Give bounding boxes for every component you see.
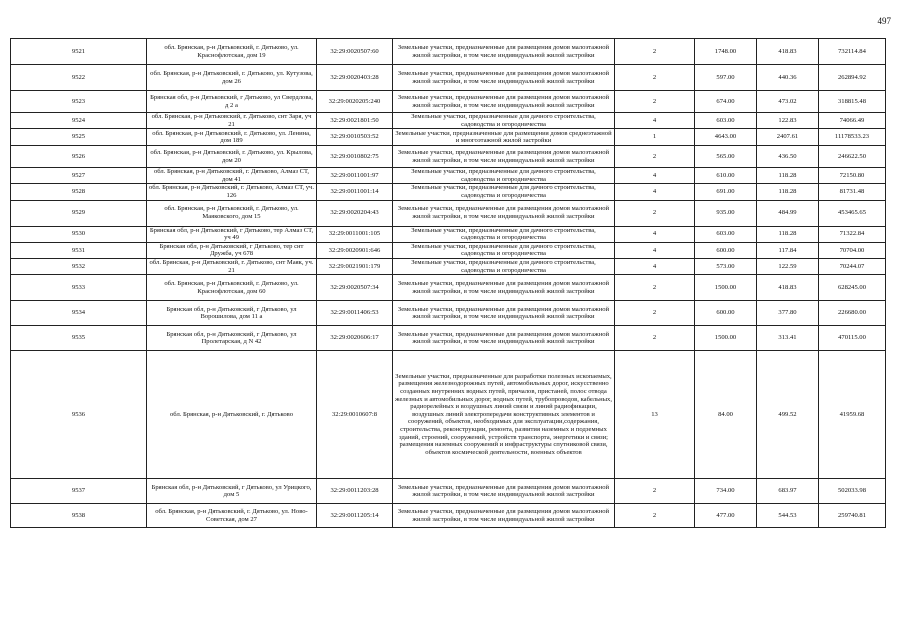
cadastral-number-cell: 32:29:0011205:14 bbox=[317, 504, 393, 528]
specific-value-cell: 118.28 bbox=[757, 226, 819, 242]
specific-value-cell: 544.53 bbox=[757, 504, 819, 528]
address-cell: Брянская обл, р-н Дятьковский, г Дятьково, тер снт Дружба, уч 678 bbox=[147, 242, 317, 258]
area-cell: 477.00 bbox=[695, 504, 757, 528]
group-code-cell: 4 bbox=[615, 226, 695, 242]
address-cell: Брянская обл, р-н Дятьковский, г Дятьково, ул Ворошилова, дом 11 а bbox=[147, 301, 317, 326]
table-row bbox=[11, 504, 886, 528]
table-row bbox=[11, 242, 886, 258]
specific-value-cell: 2407.61 bbox=[757, 129, 819, 146]
specific-value-cell: 418.83 bbox=[757, 39, 819, 65]
group-code-cell: 2 bbox=[615, 146, 695, 168]
address-cell: Брянская обл, р-н Дятьковский, г Дятьково, тер Алмаз СТ, уч 49 bbox=[147, 226, 317, 242]
address-cell: Брянская обл, р-н Дятьковский, г Дятьково, ул Свердлова, д 2 а bbox=[147, 91, 317, 113]
cadastral-number-cell: 32:29:0011001:97 bbox=[317, 168, 393, 184]
cadastral-number-cell: 32:29:0010802:75 bbox=[317, 146, 393, 168]
specific-value-cell: 499.52 bbox=[757, 351, 819, 479]
group-code-cell: 4 bbox=[615, 168, 695, 184]
specific-value-cell: 117.84 bbox=[757, 242, 819, 258]
table-row bbox=[11, 113, 886, 129]
area-cell: 600.00 bbox=[695, 301, 757, 326]
row-number: 9526 bbox=[11, 146, 147, 168]
address-cell: обл. Брянская, р-н Дятьковский, г. Дятьково, снт Маяк, уч. 21 bbox=[147, 258, 317, 274]
group-code-cell: 2 bbox=[615, 479, 695, 504]
group-code-cell: 4 bbox=[615, 184, 695, 200]
row-number: 9525 bbox=[11, 129, 147, 146]
row-number: 9533 bbox=[11, 275, 147, 301]
table-row bbox=[11, 479, 886, 504]
cadastral-number-cell: 32:29:0020205:240 bbox=[317, 91, 393, 113]
cadastral-number-cell: 32:29:0011203:28 bbox=[317, 479, 393, 504]
group-code-cell: 13 bbox=[615, 351, 695, 479]
cadastral-number-cell: 32:29:0020901:646 bbox=[317, 242, 393, 258]
cadastral-value-cell: 74066.49 bbox=[819, 113, 886, 129]
table-row bbox=[11, 258, 886, 274]
cadastral-value-cell: 246622.50 bbox=[819, 146, 886, 168]
area-cell: 674.00 bbox=[695, 91, 757, 113]
table-row bbox=[11, 168, 886, 184]
group-code-cell: 4 bbox=[615, 258, 695, 274]
specific-value-cell: 122.59 bbox=[757, 258, 819, 274]
address-cell: обл. Брянская, р-н Дятьковский, г. Дятьково bbox=[147, 351, 317, 479]
address-cell: обл. Брянская, р-н Дятьковский, г. Дятьково, ул. Кутузова, дом 26 bbox=[147, 65, 317, 91]
cadastral-value-cell: 262894.92 bbox=[819, 65, 886, 91]
row-number: 9523 bbox=[11, 91, 147, 113]
row-number: 9527 bbox=[11, 168, 147, 184]
specific-value-cell: 377.80 bbox=[757, 301, 819, 326]
table-row bbox=[11, 184, 886, 200]
cadastral-number-cell: 32:29:0010503:52 bbox=[317, 129, 393, 146]
address-cell: обл. Брянская, р-н Дятьковский, г. Дятьково, ул. Маяковского, дом 15 bbox=[147, 200, 317, 226]
row-number: 9537 bbox=[11, 479, 147, 504]
land-use-cell: Земельные участки, предназначенные для размещения домов малоэтажной жилой застройки, в том числе индивидуальной жилой застройки bbox=[393, 479, 615, 504]
group-code-cell: 2 bbox=[615, 326, 695, 351]
group-code-cell: 2 bbox=[615, 91, 695, 113]
row-number: 9532 bbox=[11, 258, 147, 274]
cadastral-number-cell: 32:29:0020204:43 bbox=[317, 200, 393, 226]
land-use-cell: Земельные участки, предназначенные для размещения домов среднеэтажной и многоэтажной жилой застройки bbox=[393, 129, 615, 146]
cadastral-value-cell: 470115.00 bbox=[819, 326, 886, 351]
address-cell: обл. Брянская, р-н Дятьковский, г. Дятьково, ул. Краснофлотская, дом 60 bbox=[147, 275, 317, 301]
land-use-cell: Земельные участки, предназначенные для дачного строительства, садоводства и огородничества bbox=[393, 113, 615, 129]
cadastral-value-cell: 226680.00 bbox=[819, 301, 886, 326]
land-use-cell: Земельные участки, предназначенные для дачного строительства, садоводства и огородничества bbox=[393, 184, 615, 200]
group-code-cell: 2 bbox=[615, 200, 695, 226]
cadastral-number-cell: 32:29:0011001:105 bbox=[317, 226, 393, 242]
land-use-cell: Земельные участки, предназначенные для дачного строительства, садоводства и огородничества bbox=[393, 168, 615, 184]
specific-value-cell: 118.28 bbox=[757, 168, 819, 184]
cadastral-value-cell: 11178533.23 bbox=[819, 129, 886, 146]
land-use-cell: Земельные участки, предназначенные для размещения домов малоэтажной жилой застройки, в том числе индивидуальной жилой застройки bbox=[393, 146, 615, 168]
specific-value-cell: 436.50 bbox=[757, 146, 819, 168]
cadastral-number-cell: 32:29:0020507:60 bbox=[317, 39, 393, 65]
land-use-cell: Земельные участки, предназначенные для размещения домов малоэтажной жилой застройки, в том числе индивидуальной жилой застройки bbox=[393, 504, 615, 528]
cadastral-number-cell: 32:29:0020606:17 bbox=[317, 326, 393, 351]
land-use-cell: Земельные участки, предназначенные для размещения домов малоэтажной жилой застройки, в том числе индивидуальной жилой застройки bbox=[393, 91, 615, 113]
table-row bbox=[11, 301, 886, 326]
table-row bbox=[11, 129, 886, 146]
area-cell: 603.00 bbox=[695, 113, 757, 129]
land-use-cell: Земельные участки, предназначенные для дачного строительства, садоводства и огородничества bbox=[393, 258, 615, 274]
address-cell: обл. Брянская, р-н Дятьковский, г. Дятьково, Алмаз СТ, уч. 126 bbox=[147, 184, 317, 200]
land-use-cell: Земельные участки, предназначенные для размещения домов малоэтажной жилой застройки, в том числе индивидуальной жилой застройки bbox=[393, 65, 615, 91]
cadastral-registry-table bbox=[10, 38, 886, 528]
area-cell: 935.00 bbox=[695, 200, 757, 226]
area-cell: 734.00 bbox=[695, 479, 757, 504]
group-code-cell: 4 bbox=[615, 113, 695, 129]
area-cell: 1748.00 bbox=[695, 39, 757, 65]
area-cell: 573.00 bbox=[695, 258, 757, 274]
area-cell: 4643.00 bbox=[695, 129, 757, 146]
row-number: 9536 bbox=[11, 351, 147, 479]
specific-value-cell: 118.28 bbox=[757, 184, 819, 200]
land-use-cell: Земельные участки, предназначенные для разработки полезных ископаемых, размещения железнодорожных путей, автомобильных дорог, искусственно созданных внутренних водных путей, причалов, пристаней, полос отвода железных и автомобильных дорог, водных путей, трубопроводов, кабельных, радиорелейных и воздушных линий связи и линий радиофикации, воздушных линий электропередачи конструктивных элементов и сооружений, объектов, необходимых для эксплуатации,содержания, строительства, реконструкции, ремонта, развития наземных и подземных зданий, строений, сооружений, устройств транспорта, энергетики и связи; размещения наземных сооружений и инфраструктуры спутниковой связи, объектов космической деятельности, военных объектов bbox=[393, 351, 615, 479]
land-use-cell: Земельные участки, предназначенные для размещения домов малоэтажной жилой застройки, в том числе индивидуальной жилой застройки bbox=[393, 200, 615, 226]
cadastral-value-cell: 72150.80 bbox=[819, 168, 886, 184]
specific-value-cell: 484.99 bbox=[757, 200, 819, 226]
land-use-cell: Земельные участки, предназначенные для размещения домов малоэтажной жилой застройки, в том числе индивидуальной жилой застройки bbox=[393, 301, 615, 326]
group-code-cell: 2 bbox=[615, 504, 695, 528]
cadastral-value-cell: 70704.00 bbox=[819, 242, 886, 258]
area-cell: 691.00 bbox=[695, 184, 757, 200]
group-code-cell: 4 bbox=[615, 242, 695, 258]
specific-value-cell: 440.36 bbox=[757, 65, 819, 91]
row-number: 9521 bbox=[11, 39, 147, 65]
cadastral-value-cell: 70244.07 bbox=[819, 258, 886, 274]
cadastral-value-cell: 71322.84 bbox=[819, 226, 886, 242]
cadastral-number-cell: 32:29:0020507:34 bbox=[317, 275, 393, 301]
registry-body bbox=[11, 39, 886, 528]
table-row bbox=[11, 65, 886, 91]
table-row bbox=[11, 146, 886, 168]
address-cell: обл. Брянская, р-н Дятьковский, г. Дятьково, ул. Краснофлотская, дом 19 bbox=[147, 39, 317, 65]
group-code-cell: 2 bbox=[615, 39, 695, 65]
address-cell: Брянская обл, р-н Дятьковский, г Дятьково, ул Пролетарская, д N 42 bbox=[147, 326, 317, 351]
table-row bbox=[11, 326, 886, 351]
land-use-cell: Земельные участки, предназначенные для дачного строительства, садоводства и огородничества bbox=[393, 242, 615, 258]
area-cell: 603.00 bbox=[695, 226, 757, 242]
land-use-cell: Земельные участки, предназначенные для размещения домов малоэтажной жилой застройки, в том числе индивидуальной жилой застройки bbox=[393, 326, 615, 351]
cadastral-value-cell: 318815.48 bbox=[819, 91, 886, 113]
area-cell: 84.00 bbox=[695, 351, 757, 479]
group-code-cell: 1 bbox=[615, 129, 695, 146]
area-cell: 1500.00 bbox=[695, 326, 757, 351]
cadastral-number-cell: 32:29:0021901:179 bbox=[317, 258, 393, 274]
cadastral-value-cell: 453465.65 bbox=[819, 200, 886, 226]
area-cell: 610.00 bbox=[695, 168, 757, 184]
cadastral-value-cell: 628245.00 bbox=[819, 275, 886, 301]
cadastral-value-cell: 81731.48 bbox=[819, 184, 886, 200]
address-cell: обл. Брянская, р-н Дятьковский, г. Дятьково, ул. Крылова, дом 20 bbox=[147, 146, 317, 168]
area-cell: 1500.00 bbox=[695, 275, 757, 301]
land-use-cell: Земельные участки, предназначенные для дачного строительства, садоводства и огородничества bbox=[393, 226, 615, 242]
cadastral-number-cell: 32:29:0021801:50 bbox=[317, 113, 393, 129]
address-cell: обл. Брянская, р-н Дятьковский, г. Дятьково, ул. Ново-Советская, дом 27 bbox=[147, 504, 317, 528]
table-row bbox=[11, 39, 886, 65]
cadastral-number-cell: 32:29:0011001:14 bbox=[317, 184, 393, 200]
address-cell: обл. Брянская, р-н Дятьковский, г. Дятьково, Алмаз СТ, дом 41 bbox=[147, 168, 317, 184]
land-use-cell: Земельные участки, предназначенные для размещения домов малоэтажной жилой застройки, в том числе индивидуальной жилой застройки bbox=[393, 39, 615, 65]
specific-value-cell: 418.83 bbox=[757, 275, 819, 301]
area-cell: 600.00 bbox=[695, 242, 757, 258]
address-cell: обл. Брянская, р-н Дятьковский, г. Дятьково, ул. Ленина, дом 189 bbox=[147, 129, 317, 146]
row-number: 9524 bbox=[11, 113, 147, 129]
row-number: 9531 bbox=[11, 242, 147, 258]
table-row bbox=[11, 91, 886, 113]
table-row bbox=[11, 226, 886, 242]
cadastral-number-cell: 32:29:0011406:53 bbox=[317, 301, 393, 326]
table-row bbox=[11, 275, 886, 301]
area-cell: 597.00 bbox=[695, 65, 757, 91]
table-row bbox=[11, 351, 886, 479]
row-number: 9522 bbox=[11, 65, 147, 91]
row-number: 9530 bbox=[11, 226, 147, 242]
row-number: 9538 bbox=[11, 504, 147, 528]
page-number: 497 bbox=[877, 16, 891, 26]
group-code-cell: 2 bbox=[615, 65, 695, 91]
row-number: 9528 bbox=[11, 184, 147, 200]
specific-value-cell: 473.02 bbox=[757, 91, 819, 113]
row-number: 9534 bbox=[11, 301, 147, 326]
table-row bbox=[11, 200, 886, 226]
group-code-cell: 2 bbox=[615, 275, 695, 301]
group-code-cell: 2 bbox=[615, 301, 695, 326]
area-cell: 565.00 bbox=[695, 146, 757, 168]
address-cell: обл. Брянская, р-н Дятьковский, г. Дятьково, снт Заря, уч 21 bbox=[147, 113, 317, 129]
specific-value-cell: 313.41 bbox=[757, 326, 819, 351]
cadastral-value-cell: 732114.84 bbox=[819, 39, 886, 65]
address-cell: Брянская обл, р-н Дятьковский, г Дятьково, ул Урицкого, дом 5 bbox=[147, 479, 317, 504]
row-number: 9535 bbox=[11, 326, 147, 351]
cadastral-value-cell: 41959.68 bbox=[819, 351, 886, 479]
specific-value-cell: 122.83 bbox=[757, 113, 819, 129]
cadastral-value-cell: 259740.81 bbox=[819, 504, 886, 528]
cadastral-number-cell: 32:29:0020403:28 bbox=[317, 65, 393, 91]
cadastral-number-cell: 32:29:0010607:8 bbox=[317, 351, 393, 479]
specific-value-cell: 683.97 bbox=[757, 479, 819, 504]
cadastral-value-cell: 502033.98 bbox=[819, 479, 886, 504]
row-number: 9529 bbox=[11, 200, 147, 226]
land-use-cell: Земельные участки, предназначенные для размещения домов малоэтажной жилой застройки, в том числе индивидуальной жилой застройки bbox=[393, 275, 615, 301]
